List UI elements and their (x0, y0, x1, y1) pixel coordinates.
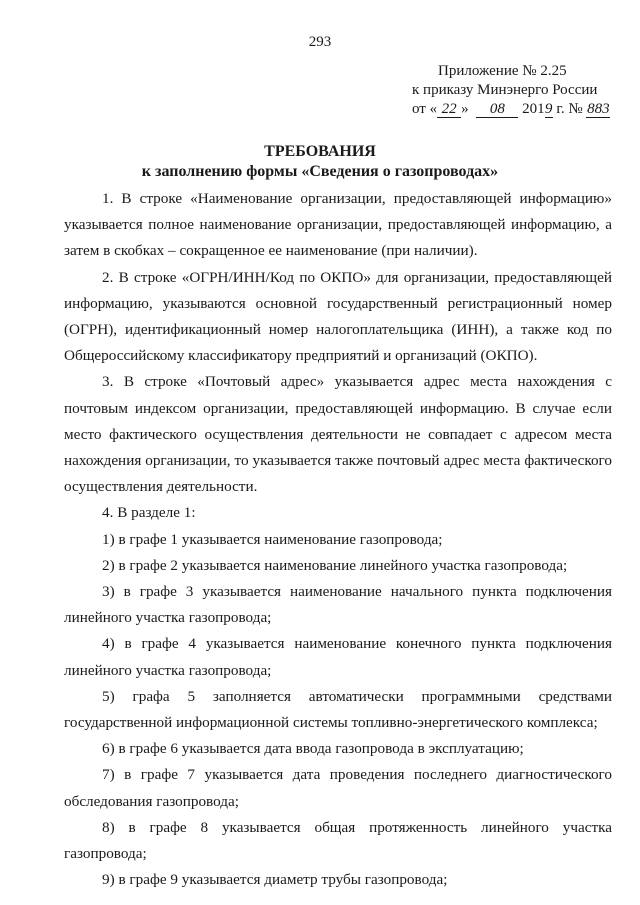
document-body (64, 186, 612, 893)
list-item-4: 4) в графе 4 указывается наименование конечного пункта подключения линейного участка газопровода; (64, 635, 612, 679)
document-subtitle: к заполнению формы «Сведения о газопроводах» (141, 163, 499, 180)
appendix-date-line (412, 100, 622, 119)
appendix-order: к приказу Минэнерго России (412, 82, 598, 98)
handwritten-month: 08 (476, 102, 518, 118)
handwritten-order-number: 883 (587, 101, 610, 117)
list-item-3: 3) в графе 3 указывается наименование начального пункта подключения линейного участка газопровода; (64, 583, 612, 627)
appendix-title: Приложение № 2.25 (438, 63, 567, 79)
list-item-5: 5) графа 5 заполняется автоматически программными средствами государственной информационной системы топливно-энергетического комплекса; (64, 687, 612, 732)
list-item-9: 9) в графе 9 указывается диаметр трубы газопровода; (102, 871, 448, 889)
appendix-header (412, 62, 622, 119)
list-item-2: 2) в графе 2 указывается наименование линейного участка газопровода; (102, 556, 568, 574)
date-prefix: от « (412, 101, 438, 117)
list-item-7: 7) в графе 7 указывается дата проведения последнего диагностического обследования газопровода; (64, 766, 612, 810)
date-mid: » (461, 101, 473, 117)
list-item-8: 8) в графе 8 указывается общая протяженность линейного участка газопровода; (64, 818, 612, 863)
date-year-suffix: г. № (552, 101, 587, 117)
handwritten-year-digit: 9 (544, 101, 553, 117)
paragraph-4: 4. В разделе 1: (102, 504, 196, 522)
list-item-6: 6) в графе 6 указывается дата ввода газопровода в эксплуатацию; (102, 740, 524, 758)
page-number: 293 (308, 34, 332, 50)
date-year-prefix: 201 (518, 101, 545, 117)
paragraph-2: 2. В строке «ОГРН/ИНН/Код по ОКПО» для организации, предоставляющей информацию, указываются основной государственный регистрационный номер (ОГРН), идентификационный номер налогоплательщика (ИНН), а также код по Общероссийскому классификатору предприятий и организаций (ОКПО). (64, 268, 612, 365)
handwritten-day: 22 (437, 102, 461, 118)
document-title: ТРЕБОВАНИЯ (264, 143, 376, 160)
list-item-1: 1) в графе 1 указывается наименование газопровода; (102, 530, 443, 548)
paragraph-3: 3. В строке «Почтовый адрес» указывается адрес места нахождения с почтовым индексом организации, предоставляющей информацию. В случае если место фактического осуществления деятельности не совпадает с адресом места нахождения организации, то указывается также почтовый адрес места фактического осуществления деятельности. (64, 373, 612, 496)
paragraph-1: 1. В строке «Наименование организации, предоставляющей информацию» указывается полное наименование организации, предоставляющей информацию, а затем в скобках – сокращенное ее наименование (при наличии). (64, 190, 612, 260)
